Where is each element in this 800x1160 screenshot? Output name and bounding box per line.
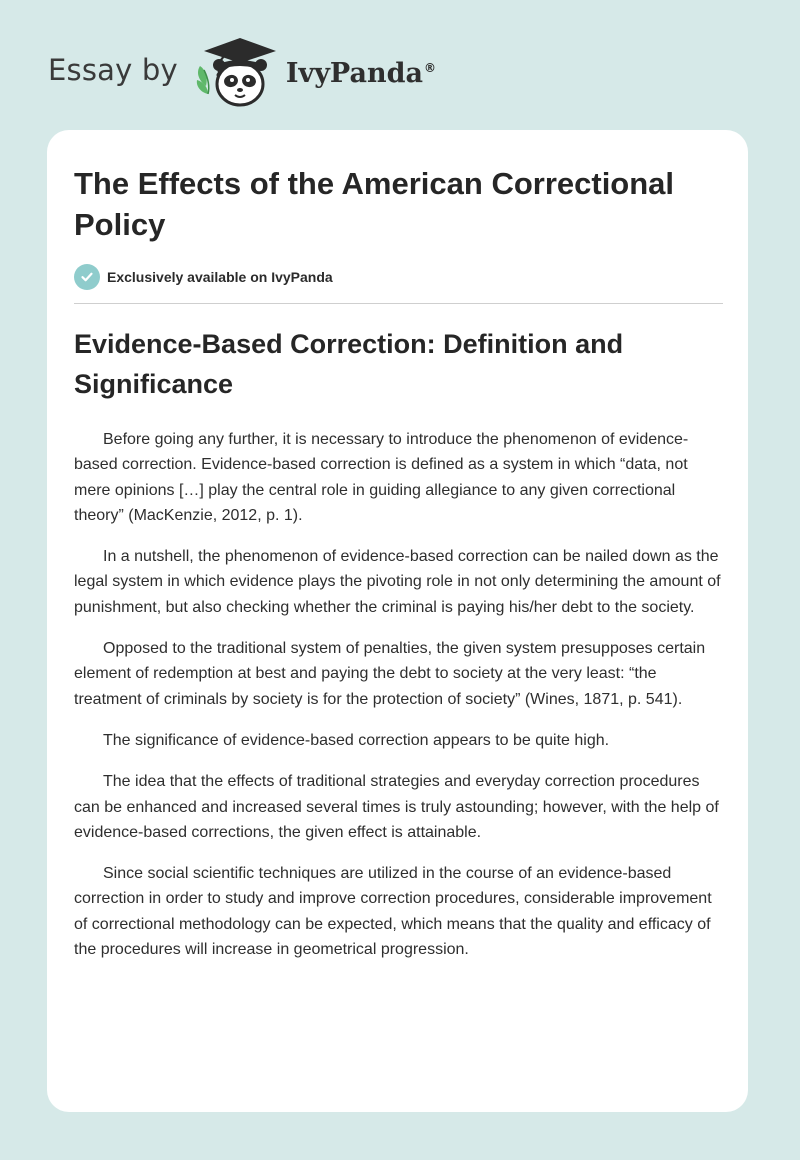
exclusive-badge <box>74 264 333 290</box>
brand-prefix: Essay by <box>48 53 178 87</box>
paragraph: Opposed to the traditional system of penalties, the given system presupposes certain element of redemption at best and paying the debt to society at the very least: “the treatment of criminals by society is for the protection of society” (Wines, 1871, p. 541). <box>74 640 706 708</box>
essay-card <box>47 130 748 1112</box>
brand-name-text: IvyPanda <box>285 57 423 89</box>
article-body <box>74 427 722 978</box>
panda-graduation-cap-icon[interactable] <box>192 34 284 110</box>
paragraph: The idea that the effects of traditional strategies and everyday correction procedures can be enhanced and increased several times is truly astounding; however, with the help of evidence-based corrections, the given effect is attainable. <box>74 773 719 841</box>
exclusive-label: Exclusively available on IvyPanda <box>107 269 333 285</box>
site-header <box>48 34 436 110</box>
paragraph: Before going any further, it is necessary to introduce the phenomenon of evidence-based correction. Evidence-based correction is defined as a system in which “data, not mere opinions […] play the central role in guiding allegiance to any given correctional theory” (MacKenzie, 2012, p. 1). <box>74 431 689 524</box>
section-heading: Evidence-Based Correction: Definition and Significance <box>74 329 624 399</box>
divider <box>74 303 723 304</box>
registered-mark: ® <box>423 60 436 75</box>
paragraph: Since social scientific techniques are utilized in the course of an evidence-based correction in order to study and improve correction procedures, considerable improvement of correctional methodology can be expected, which means that the quality and efficacy of the procedures will increase in geometrical progression. <box>74 865 712 959</box>
page-title: The Effects of the American Correctional Policy <box>74 166 675 242</box>
paragraph: The significance of evidence-based correction appears to be quite high. <box>103 731 610 749</box>
check-circle-icon <box>74 264 100 290</box>
brand-name[interactable] <box>286 58 436 89</box>
paragraph: In a nutshell, the phenomenon of evidence-based correction can be nailed down as the legal system in which evidence plays the pivoting role in not only determining the amount of punishment, but also checking whether the criminal is paying his/her debt to the society. <box>74 548 721 616</box>
